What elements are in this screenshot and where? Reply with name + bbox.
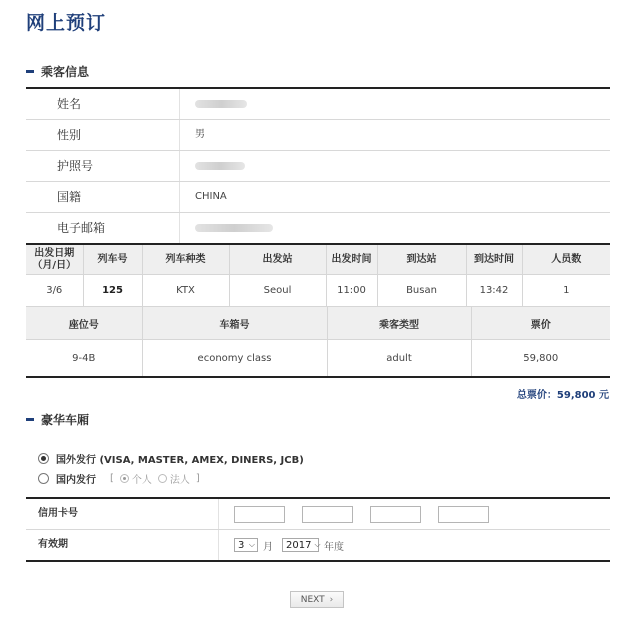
train-info-table: [26, 243, 610, 307]
blurred-passport: [195, 162, 245, 170]
section-bar-icon: [26, 70, 34, 73]
header-arrival-station: 到达站: [377, 244, 466, 275]
car-class: economy class: [142, 340, 327, 378]
nationality-label: 国籍: [26, 182, 180, 212]
train-no: 125: [83, 275, 142, 307]
corporate-radio[interactable]: [158, 474, 167, 483]
payment-section-label: 豪华车厢: [41, 413, 90, 427]
year-value: 2017: [286, 539, 312, 551]
header-departure-date: 出发日期 （月/日）: [26, 244, 83, 275]
seat-info-table: [26, 306, 610, 378]
header-passenger-type: 乘客类型: [327, 307, 471, 340]
name-label: 姓名: [26, 89, 180, 119]
option-domestic-row[interactable]: [38, 471, 206, 486]
departure-date: 3/6: [26, 275, 83, 307]
passenger-count: 1: [522, 275, 610, 307]
personal-label: 个人: [131, 475, 152, 486]
expiry-row: [26, 529, 610, 560]
arrival-time: 13:42: [466, 275, 522, 307]
option-foreign-row[interactable]: [38, 451, 304, 466]
seat-header-row: [26, 307, 610, 340]
card-number-label: 信用卡号: [26, 499, 219, 529]
header-car-no: 车箱号: [142, 307, 327, 340]
bracket-open: [: [110, 473, 114, 484]
header-arrival-time: 到达时间: [466, 244, 522, 275]
bracket-close: ]: [195, 473, 200, 484]
departure-station: Seoul: [229, 275, 326, 307]
domestic-label: 国内发行: [56, 475, 96, 486]
corporate-label: 法人: [169, 475, 190, 486]
expiry-inputs: [219, 530, 610, 560]
passenger-section-title: [26, 63, 89, 80]
passport-label: 护照号: [26, 151, 180, 181]
domestic-radio[interactable]: [38, 473, 49, 484]
expiry-label: 有效期: [26, 530, 219, 560]
card-number-input-3[interactable]: [370, 506, 421, 523]
passenger-type: adult: [327, 340, 471, 378]
seat-data-row: [26, 340, 610, 378]
passenger-info-table: [26, 87, 610, 243]
year-select[interactable]: [282, 538, 319, 552]
header-departure-station: 出发站: [229, 244, 326, 275]
gender-value: 男: [195, 129, 205, 140]
passenger-section-label: 乘客信息: [41, 65, 90, 79]
payment-section-title: [26, 411, 89, 428]
header-departure-time: 出发时间: [326, 244, 377, 275]
train-data-row: [26, 275, 610, 307]
passenger-row-email: [26, 213, 610, 243]
month-select[interactable]: [234, 538, 258, 552]
train-header-row: [26, 244, 610, 275]
next-label: NEXT: [300, 594, 325, 605]
year-unit: 年度: [324, 541, 344, 553]
header-passenger-count: 人员数: [522, 244, 610, 275]
page-title: 网上预订: [26, 12, 107, 34]
header-train-type: 列车种类: [142, 244, 229, 275]
passenger-row-passport: [26, 151, 610, 182]
passenger-row-name: [26, 89, 610, 120]
passenger-row-gender: [26, 120, 610, 151]
header-fare: 票价: [471, 307, 610, 340]
header-seat-no: 座位号: [26, 307, 142, 340]
seat-no: 9-4B: [26, 340, 142, 378]
month-unit: 月: [263, 541, 273, 553]
chevron-down-icon: ⌵: [314, 540, 321, 549]
domestic-sub-options: [110, 471, 206, 486]
total-fare: 总票价：59,800 元: [516, 390, 609, 401]
train-type: KTX: [142, 275, 229, 307]
passenger-row-nationality: [26, 182, 610, 213]
fare: 59,800: [471, 340, 610, 378]
personal-radio[interactable]: [120, 474, 129, 483]
card-form: [26, 497, 610, 562]
nationality-value: CHINA: [195, 191, 227, 202]
card-number-inputs: [219, 499, 610, 529]
card-number-input-2[interactable]: [302, 506, 353, 523]
blurred-name: [195, 100, 247, 108]
header-train-no: 列车号: [83, 244, 142, 275]
card-number-input-4[interactable]: [438, 506, 489, 523]
card-number-row: [26, 499, 610, 529]
card-number-input-1[interactable]: [234, 506, 285, 523]
arrival-station: Busan: [377, 275, 466, 307]
month-value: 3: [238, 539, 245, 551]
next-button[interactable]: [290, 591, 344, 608]
departure-time: 11:00: [326, 275, 377, 307]
email-value: [180, 213, 610, 243]
foreign-radio[interactable]: [38, 453, 49, 464]
name-value: [180, 89, 610, 119]
chevron-right-icon: ›: [329, 594, 334, 605]
section-bar-icon: [26, 418, 34, 421]
passport-value: [180, 151, 610, 181]
blurred-email: [195, 224, 273, 232]
email-label: 电子邮箱: [26, 213, 180, 243]
foreign-label: 国外发行 (VISA, MASTER, AMEX, DINERS, JCB): [56, 455, 304, 466]
gender-label: 性别: [26, 120, 180, 150]
chevron-down-icon: ⌵: [248, 540, 255, 549]
